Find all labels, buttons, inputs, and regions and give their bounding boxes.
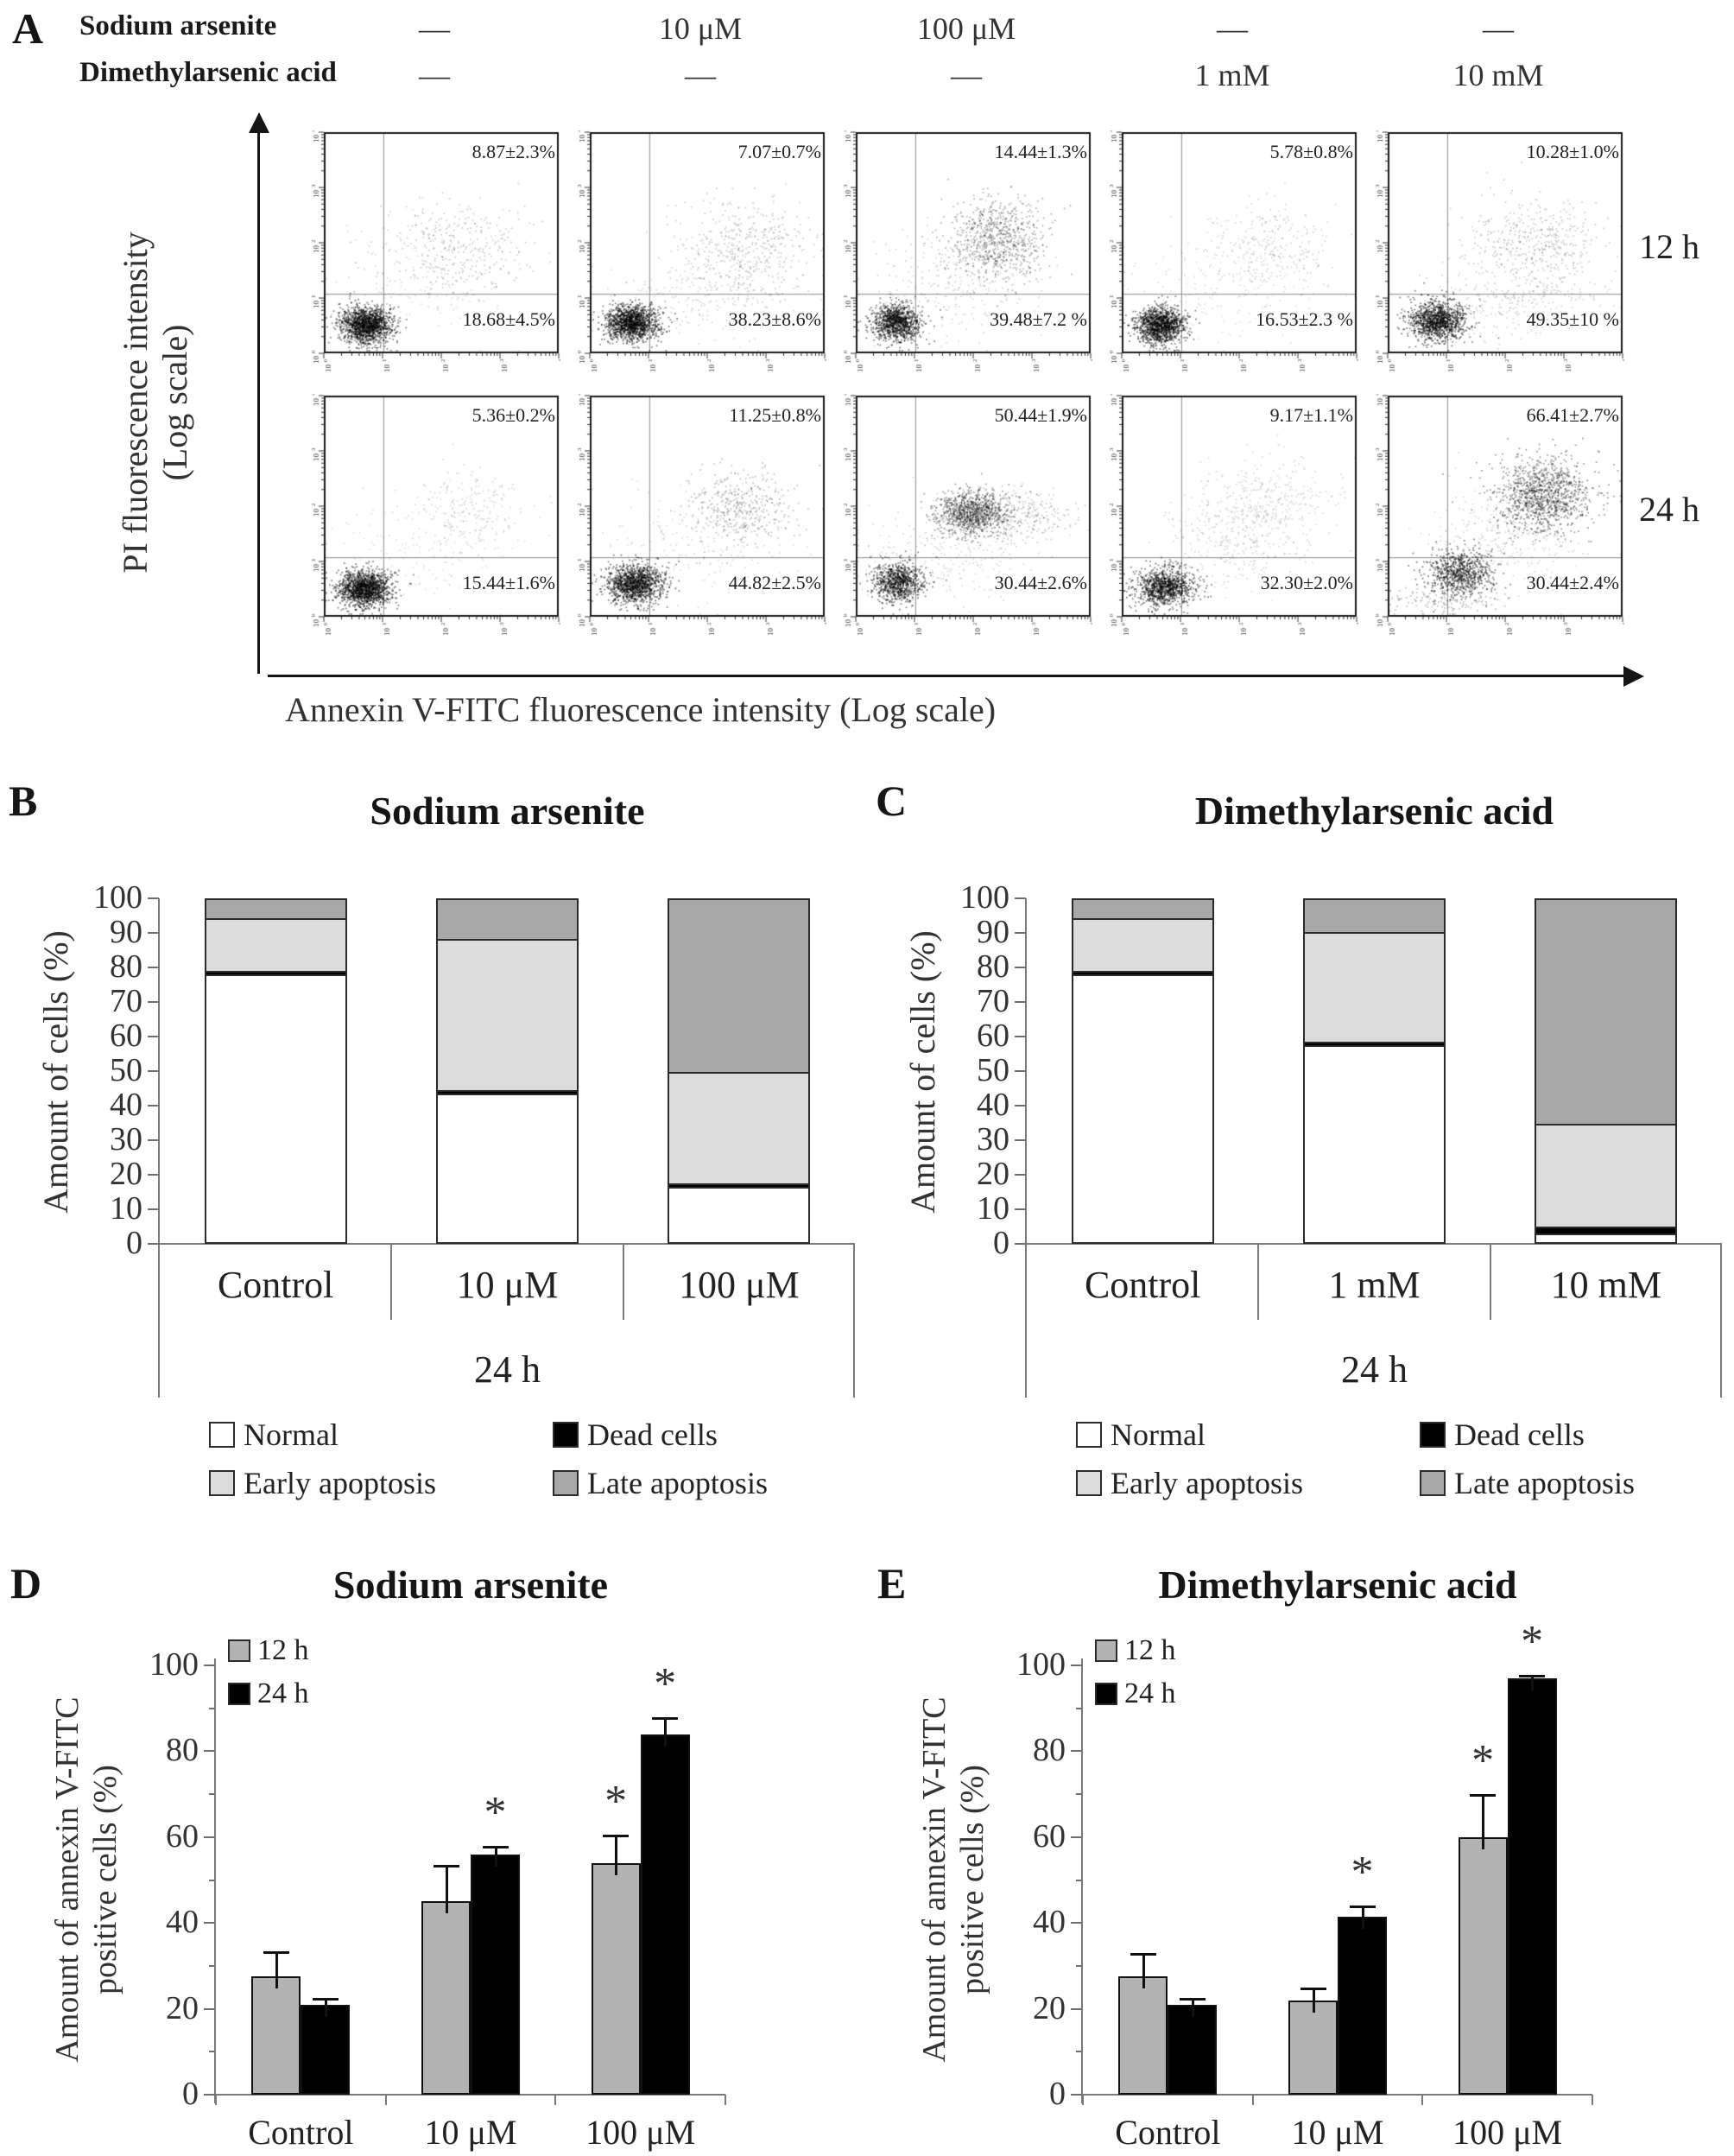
y-tick-label: 100 <box>93 879 142 916</box>
chart-title: Dimethylarsenic acid <box>1194 789 1554 833</box>
y-tick-label: 70 <box>110 983 142 1019</box>
y-tick-label: 80 <box>110 948 142 985</box>
y-tick <box>148 1208 159 1210</box>
legend-item-24h <box>1095 1677 1176 1710</box>
flow-plot-canvas <box>567 394 826 637</box>
legend-item-normal <box>1076 1417 1206 1453</box>
row-label-12h: 12 h <box>1639 227 1699 266</box>
y-axis-label-line1: Amount of annexin V-FITC <box>49 1696 85 2063</box>
y-tick <box>148 1174 159 1176</box>
bar-12h-100 μM <box>592 1863 641 2095</box>
legend-label-early: Early apoptosis <box>1111 1466 1303 1500</box>
flow-plot <box>1365 130 1624 374</box>
bar-24h-Control <box>1168 2005 1217 2095</box>
y-tick-label: 40 <box>977 1087 1009 1123</box>
error-bar-line <box>1142 1953 1145 1988</box>
legend-swatch-normal <box>209 1422 235 1448</box>
legend-item-dead <box>1420 1417 1585 1453</box>
y-tick <box>148 1105 159 1107</box>
y-tick-label: 20 <box>110 1156 142 1192</box>
y-minor-tick <box>209 1708 215 1709</box>
error-bar-cap <box>1519 1675 1545 1677</box>
treatment-doses-sodium-arsenite <box>301 10 1631 47</box>
quadrant-lower-right-percentage: 15.44±1.6% <box>462 572 555 593</box>
category-label: 10 μM <box>424 2113 517 2152</box>
y-tick-label: 60 <box>166 1817 199 1855</box>
panel-b-stacked-chart <box>0 769 867 1546</box>
y-tick-label: 50 <box>977 1052 1009 1088</box>
y-tick-label: 100 <box>960 879 1009 916</box>
dose-cell: 10 μM <box>658 11 743 46</box>
significance-asterisk: * <box>654 1658 677 1709</box>
y-tick <box>148 1139 159 1141</box>
y-tick <box>148 1036 159 1037</box>
category-boundary-tick <box>1252 2095 1254 2105</box>
quadrant-lower-right-percentage: 30.44±2.4% <box>1526 572 1619 593</box>
legend-label-early: Early apoptosis <box>244 1466 436 1500</box>
legend-label-normal: Normal <box>244 1417 339 1452</box>
flow-plot-canvas <box>1099 130 1358 374</box>
quadrant-lower-right-percentage: 16.53±2.3 % <box>1256 308 1353 330</box>
bar-12h-100 μM <box>1459 1837 1508 2095</box>
y-axis-line <box>158 898 160 1398</box>
y-tick-label: 90 <box>977 914 1009 950</box>
legend-swatch-dead <box>1420 1422 1446 1448</box>
error-bar-line <box>1313 1988 1315 2013</box>
legend-swatch <box>1095 1639 1117 1662</box>
category-label: Control <box>1115 2113 1221 2152</box>
quadrant-lower-right-percentage: 30.44±2.6% <box>994 572 1087 593</box>
legend-label-late: Late apoptosis <box>1454 1466 1635 1500</box>
stacked-bar-Control <box>205 898 347 1244</box>
flow-plot <box>301 394 560 637</box>
y-tick-label: 0 <box>993 1225 1009 1261</box>
dose-cell: 10 mM <box>1452 58 1544 92</box>
quadrant-upper-right-percentage: 7.07±0.7% <box>737 141 821 162</box>
bar-segment-early <box>1305 934 1444 1043</box>
y-tick <box>1071 2094 1082 2096</box>
y-tick <box>1071 1665 1082 1666</box>
bar-segment-early <box>1073 920 1212 973</box>
stacked-bar-10 mM <box>1535 898 1677 1244</box>
stacked-bar-Control <box>1072 898 1214 1244</box>
y-tick <box>204 1665 215 1666</box>
significance-asterisk: * <box>1471 1736 1495 1786</box>
y-tick-label: 20 <box>977 1156 1009 1192</box>
y-tick-label: 50 <box>110 1052 142 1088</box>
y-tick <box>1015 1036 1026 1037</box>
y-axis-label-text: Amount of cells (%) <box>903 930 942 1214</box>
legend-swatch-early <box>209 1470 235 1496</box>
y-tick-label: 40 <box>166 1904 199 1941</box>
legend-label-normal: Normal <box>1111 1417 1206 1452</box>
panel-c-stacked-chart <box>867 769 1734 1546</box>
y-tick-label: 30 <box>110 1121 142 1157</box>
bar-segment-late <box>206 900 345 920</box>
chart-title: Sodium arsenite <box>332 1563 609 1607</box>
quadrant-upper-right-percentage: 66.41±2.7% <box>1526 404 1619 426</box>
y-tick-label: 30 <box>977 1121 1009 1157</box>
bar-24h-100 μM <box>1508 1678 1557 2095</box>
bar-segment-late <box>669 900 808 1074</box>
y-tick-label: 40 <box>110 1087 142 1123</box>
quadrant-upper-right-percentage: 14.44±1.3% <box>994 141 1087 162</box>
y-axis-label <box>48 1551 124 2156</box>
y-minor-tick <box>1076 2051 1082 2052</box>
bar-segment-late <box>1073 900 1212 920</box>
y-tick-label: 20 <box>166 1989 199 2026</box>
y-tick-label: 20 <box>1033 1989 1066 2026</box>
y-minor-tick <box>1076 1965 1082 1967</box>
y-minor-tick <box>1076 1708 1082 1709</box>
y-axis-label-line2: positive cells (%) <box>954 1765 990 1994</box>
y-tick-label: 0 <box>182 2076 199 2112</box>
bar-segment-early <box>438 941 577 1093</box>
y-axis-line <box>1025 898 1027 1398</box>
error-bar-cap <box>1470 1794 1496 1797</box>
y-tick <box>204 2094 215 2096</box>
y-tick <box>1015 932 1026 934</box>
flow-plot <box>301 130 560 374</box>
y-tick <box>148 1001 159 1003</box>
dose-cell: 100 μM <box>916 11 1016 46</box>
bar-12h-10 μM <box>421 1901 471 2095</box>
panel-label-b: B <box>9 777 38 825</box>
category-label: Control <box>248 2113 354 2152</box>
stacked-bar-1 mM <box>1303 898 1446 1244</box>
category-label: 10 μM <box>1291 2113 1384 2152</box>
bar-segment-normal <box>438 1095 577 1242</box>
flow-plot-canvas <box>301 394 560 637</box>
quadrant-lower-right-percentage: 38.23±8.6% <box>728 308 821 330</box>
panel-a-label: A <box>12 4 44 53</box>
legend-label-dead: Dead cells <box>587 1417 718 1452</box>
quadrant-lower-right-percentage: 49.35±10 % <box>1526 308 1619 330</box>
category-boundary-tick <box>1421 2095 1423 2105</box>
bar-segment-normal <box>1073 976 1212 1242</box>
y-tick <box>1071 2008 1082 2010</box>
panel-a-x-axis-label: Annexin V-FITC fluorescence intensity (Log scale) <box>285 690 997 729</box>
y-tick-label: 90 <box>110 914 142 950</box>
treatment-doses-dimethylarsenic-acid <box>301 57 1631 93</box>
legend-item-12h <box>1095 1634 1176 1667</box>
y-minor-tick <box>209 1965 215 1967</box>
quadrant-upper-right-percentage: 10.28±1.0% <box>1526 141 1619 162</box>
bar-segment-dead <box>1536 1228 1675 1235</box>
y-tick-label: 10 <box>977 1190 1009 1227</box>
panel-label-d: D <box>10 1559 42 1607</box>
bar-segment-late <box>438 900 577 941</box>
y-tick <box>1015 1001 1026 1003</box>
quadrant-lower-right-percentage: 18.68±4.5% <box>462 308 555 330</box>
y-tick <box>148 1070 159 1072</box>
legend-label: 12 h <box>1124 1634 1176 1666</box>
y-axis-label-line2: (Log scale) <box>155 324 194 481</box>
y-tick-label: 60 <box>977 1018 1009 1054</box>
error-bar-line <box>275 1951 278 1989</box>
treatment-name-sodium-arsenite: Sodium arsenite <box>79 10 277 41</box>
y-axis-label <box>915 1551 991 2156</box>
category-boundary-tick <box>725 2095 726 2105</box>
y-tick-label: 80 <box>977 948 1009 985</box>
flow-plot-canvas <box>1099 394 1358 637</box>
category-label: 100 μM <box>678 1264 800 1306</box>
dose-cell: 1 mM <box>1194 58 1270 92</box>
flow-plot <box>567 130 826 374</box>
category-boundary-tick <box>1592 2095 1593 2105</box>
bar-segment-normal <box>1305 1047 1444 1242</box>
quadrant-lower-right-percentage: 44.82±2.5% <box>728 572 821 593</box>
legend-item-late <box>553 1465 768 1501</box>
y-axis-arrowhead-icon <box>249 112 269 133</box>
y-tick-label: 60 <box>1033 1817 1066 1855</box>
legend-item-dead <box>553 1417 718 1453</box>
error-bar-cap <box>1300 1988 1326 1990</box>
category-boundary-tick <box>554 2095 556 2105</box>
panel-a-y-axis-label <box>116 74 195 731</box>
dose-cell: — <box>1483 11 1514 46</box>
quadrant-upper-right-percentage: 9.17±1.1% <box>1269 404 1353 426</box>
category-label: 100 μM <box>585 2113 696 2152</box>
y-minor-tick <box>209 1793 215 1795</box>
bar-24h-Control <box>301 2005 350 2095</box>
y-tick <box>1015 1139 1026 1141</box>
y-axis-line <box>1081 1658 1083 2103</box>
y-minor-tick <box>209 2051 215 2052</box>
y-axis-label-line1: PI fluorescence intensity <box>116 231 155 574</box>
quadrant-upper-right-percentage: 50.44±1.9% <box>994 404 1087 426</box>
error-bar-line <box>615 1835 617 1874</box>
legend-swatch-late <box>1420 1470 1446 1496</box>
y-tick-label: 80 <box>1033 1732 1066 1769</box>
legend-item-late <box>1420 1465 1635 1501</box>
flow-plot-canvas <box>1365 130 1624 374</box>
flow-plot-canvas <box>1365 394 1624 637</box>
time-group-label: 24 h <box>1341 1348 1408 1391</box>
y-minor-tick <box>1076 1880 1082 1881</box>
bar-segment-early <box>206 920 345 973</box>
category-label: 10 μM <box>456 1264 559 1306</box>
y-tick <box>204 1750 215 1752</box>
flow-plot-canvas <box>567 130 826 374</box>
y-tick <box>148 932 159 934</box>
flow-plot <box>1099 130 1358 374</box>
legend-swatch <box>1095 1683 1117 1705</box>
flow-plot <box>567 394 826 637</box>
panel-a <box>0 0 1734 769</box>
legend-label: 24 h <box>257 1677 309 1709</box>
legend-label-dead: Dead cells <box>1454 1417 1585 1452</box>
category-boundary-tick <box>385 2095 387 2105</box>
dose-cell: — <box>951 58 982 92</box>
quadrant-upper-right-percentage: 5.78±0.8% <box>1269 141 1353 162</box>
dose-cell: — <box>419 11 450 46</box>
y-tick-label: 100 <box>1016 1646 1066 1683</box>
legend-item-12h <box>228 1634 309 1667</box>
category-label: 1 mM <box>1328 1264 1421 1306</box>
y-tick <box>1015 1208 1026 1210</box>
panel-d-grouped-chart <box>0 1546 867 2156</box>
flow-cytometry-grid <box>301 130 1666 644</box>
error-bar-cap <box>313 1998 339 2001</box>
legend-swatch-dead <box>553 1422 579 1448</box>
y-tick <box>1015 1174 1026 1176</box>
category-boundary-tick <box>1082 2095 1084 2105</box>
category-boundary-tick <box>215 2095 217 2105</box>
legend-swatch-late <box>553 1470 579 1496</box>
y-tick-label: 80 <box>166 1732 199 1769</box>
y-tick <box>148 1243 159 1245</box>
y-tick-label: 60 <box>110 1018 142 1054</box>
y-tick-label: 70 <box>977 983 1009 1019</box>
y-tick <box>148 967 159 968</box>
legend-label: 12 h <box>257 1634 309 1666</box>
y-tick <box>1015 967 1026 968</box>
y-tick-label: 40 <box>1033 1904 1066 1941</box>
flow-plot-canvas <box>833 130 1092 374</box>
bar-24h-100 μM <box>641 1734 690 2095</box>
legend-swatch-normal <box>1076 1422 1102 1448</box>
error-bar-cap <box>434 1865 459 1867</box>
flow-plot <box>1365 394 1624 637</box>
quadrant-lower-right-percentage: 39.48±7.2 % <box>990 308 1087 330</box>
flow-plot <box>833 130 1092 374</box>
y-axis-line <box>214 1658 216 2103</box>
y-tick <box>204 1922 215 1924</box>
y-tick <box>1071 1836 1082 1838</box>
y-tick <box>1015 897 1026 899</box>
error-bar-line <box>664 1717 667 1747</box>
y-axis-label-line2: positive cells (%) <box>87 1765 123 1994</box>
x-axis-arrowhead-icon <box>1623 666 1644 687</box>
error-bar-cap <box>263 1951 289 1954</box>
dose-cell: — <box>419 58 450 92</box>
stacked-bar-100 μM <box>668 898 810 1244</box>
y-tick-label: 0 <box>126 1225 142 1261</box>
error-bar-line <box>1192 1998 1194 2016</box>
y-tick-label: 100 <box>149 1646 199 1683</box>
legend-label: 24 h <box>1124 1677 1176 1709</box>
panel-e-grouped-chart <box>867 1546 1734 2156</box>
category-label: 100 μM <box>1452 2113 1563 2152</box>
error-bar-line <box>1362 1906 1364 1928</box>
legend-label-late: Late apoptosis <box>587 1466 768 1500</box>
y-axis-label-line1: Amount of annexin V-FITC <box>916 1696 952 2063</box>
legend-swatch <box>228 1639 250 1662</box>
y-axis-label-text: Amount of cells (%) <box>36 930 75 1214</box>
y-tick-label: 10 <box>110 1190 142 1227</box>
bar-12h-Control <box>1118 1976 1168 2095</box>
chart-title: Dimethylarsenic acid <box>1158 1563 1517 1607</box>
panel-label-c: C <box>876 777 908 825</box>
bar-segment-normal <box>669 1189 808 1242</box>
flow-plot-canvas <box>301 130 560 374</box>
category-label: Control <box>1084 1264 1201 1306</box>
bar-segment-late <box>1305 900 1444 934</box>
error-bar-cap <box>1350 1906 1376 1908</box>
legend-item-24h <box>228 1677 309 1710</box>
y-tick <box>1015 1105 1026 1107</box>
flow-plot <box>833 394 1092 637</box>
error-bar-cap <box>603 1835 629 1837</box>
error-bar-cap <box>1180 1998 1206 2001</box>
error-bar-line <box>325 1998 327 2016</box>
stacked-bar-10 μM <box>436 898 579 1244</box>
error-bar-cap <box>1130 1953 1156 1956</box>
bar-segment-normal <box>206 976 345 1242</box>
significance-asterisk: * <box>484 1787 507 1837</box>
y-minor-tick <box>1076 1793 1082 1795</box>
y-tick <box>1015 1243 1026 1245</box>
error-bar-line <box>495 1846 497 1867</box>
significance-asterisk: * <box>1521 1617 1544 1667</box>
y-minor-tick <box>209 1880 215 1881</box>
y-tick <box>1071 1750 1082 1752</box>
row-label-24h: 24 h <box>1639 490 1699 529</box>
category-label: Control <box>217 1264 334 1306</box>
y-tick <box>148 897 159 899</box>
quadrant-upper-right-percentage: 8.87±2.3% <box>471 141 555 162</box>
significance-asterisk: * <box>1351 1848 1374 1898</box>
error-bar-line <box>446 1865 448 1913</box>
bar-segment-early <box>1536 1126 1675 1228</box>
bar-segment-early <box>669 1074 808 1185</box>
legend-item-early <box>209 1465 436 1501</box>
bar-24h-10 μM <box>471 1855 520 2095</box>
y-tick <box>1015 1070 1026 1072</box>
significance-asterisk: * <box>604 1777 628 1827</box>
legend-swatch-early <box>1076 1470 1102 1496</box>
legend-swatch <box>228 1683 250 1705</box>
quadrant-upper-right-percentage: 11.25±0.8% <box>729 404 821 426</box>
quadrant-upper-right-percentage: 5.36±0.2% <box>471 404 555 426</box>
bar-segment-late <box>1536 900 1675 1126</box>
y-tick <box>204 2008 215 2010</box>
legend-item-early <box>1076 1465 1303 1501</box>
bar-24h-10 μM <box>1338 1917 1387 2095</box>
flow-plot-canvas <box>833 394 1092 637</box>
bar-segment-normal <box>1536 1235 1675 1242</box>
y-tick <box>1071 1922 1082 1924</box>
category-label: 10 mM <box>1550 1264 1661 1306</box>
legend-item-normal <box>209 1417 339 1453</box>
quadrant-lower-right-percentage: 32.30±2.0% <box>1260 572 1353 593</box>
error-bar-line <box>1482 1794 1484 1849</box>
y-axis-arrow <box>257 130 260 674</box>
chart-title: Sodium arsenite <box>370 789 645 833</box>
bar-12h-Control <box>251 1976 301 2095</box>
bar-12h-10 μM <box>1288 2001 1338 2095</box>
x-axis-arrow <box>268 675 1629 677</box>
treatment-name-dimethylarsenic-acid: Dimethylarsenic acid <box>79 57 337 88</box>
error-bar-cap <box>652 1717 678 1720</box>
error-bar-cap <box>483 1846 509 1848</box>
time-group-label: 24 h <box>474 1348 541 1391</box>
y-tick-label: 0 <box>1049 2076 1066 2112</box>
dose-cell: — <box>685 58 716 92</box>
y-tick <box>204 1836 215 1838</box>
dose-cell: — <box>1217 11 1248 46</box>
panel-label-e: E <box>877 1559 907 1607</box>
flow-plot <box>1099 394 1358 637</box>
